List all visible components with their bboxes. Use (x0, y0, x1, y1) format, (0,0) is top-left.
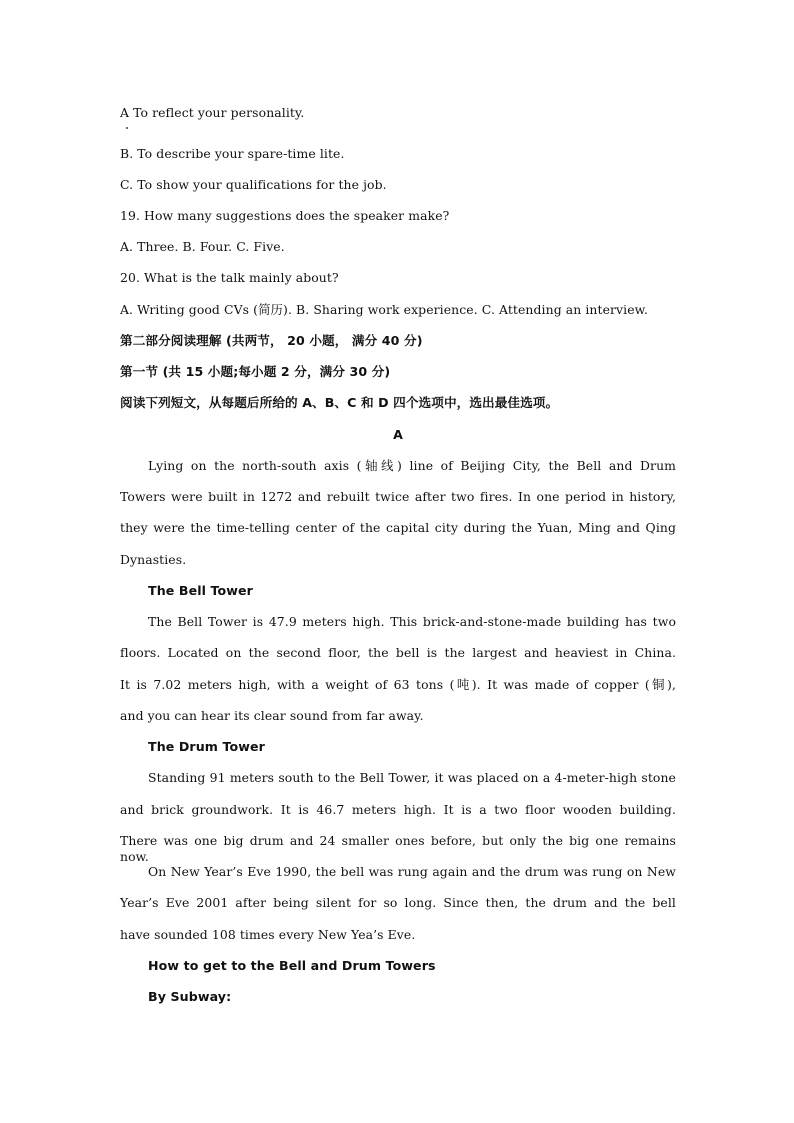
newyear-line-2: Year’s Eve 2001 after being silent for so long. Since then, the drum and the bell (120, 895, 676, 910)
intro-line-4: Dynasties. (120, 552, 187, 567)
drum-tower-heading: The Drum Tower (148, 739, 265, 754)
q18-option-c: C. To show your qualifications for the job. (120, 177, 387, 192)
bell-line-4: and you can hear its clear sound from far away. (120, 708, 424, 723)
section2-subheading: 第一节 (共 15 小题;每小题 2 分，满分 30 分) (120, 364, 391, 379)
section2-instruction: 阅读下列短文，从每题后所给的 A、B、C 和 D 四个选项中，选出最佳选项。 (120, 395, 559, 410)
q19-question: 19. How many suggestions does the speaker make? (120, 208, 450, 223)
section2-heading: 第二部分阅读理解 (共两节， 20 小题， 满分 40 分) (120, 333, 423, 348)
intro-line-3: they were the time-telling center of the capital city during the Yuan, Ming and Qing (120, 520, 676, 535)
bell-line-3: It is 7.02 meters high, with a weight of 63 tons (吨). It was made of copper (铜), (120, 677, 676, 692)
passage-label: A (393, 427, 403, 442)
q19-options: A. Three. B. Four. C. Five. (120, 239, 285, 254)
drum-line-1: Standing 91 meters south to the Bell Tower, it was placed on a 4-meter-high stone (148, 770, 676, 785)
bell-line-2: floors. Located on the second floor, the bell is the largest and heaviest in China. (120, 645, 676, 660)
by-subway-heading: By Subway: (148, 989, 232, 1004)
intro-line-1: Lying on the north-south axis (轴线) line of Beijing City, the Bell and Drum (148, 458, 676, 473)
q18-option-b: B. To describe your spare-time lite. (120, 146, 345, 161)
newyear-line-1: On New Year’s Eve 1990, the bell was rung again and the drum was rung on New (148, 864, 676, 879)
q18-option-a: A To reflect your personality. (120, 105, 305, 120)
bell-tower-heading: The Bell Tower (148, 583, 253, 598)
q20-question: 20. What is the talk mainly about? (120, 270, 339, 285)
drum-line-3: There was one big drum and 24 smaller ones before, but only the big one remains now. (120, 833, 676, 864)
newyear-line-3: have sounded 108 times every New Yea’s Eve. (120, 927, 416, 942)
drum-line-2: and brick groundwork. It is 46.7 meters high. It is a two floor wooden building. (120, 802, 676, 817)
bell-line-1: The Bell Tower is 47.9 meters high. This brick-and-stone-made building has two (148, 614, 676, 629)
stray-dot (126, 127, 128, 129)
how-to-get-heading: How to get to the Bell and Drum Towers (148, 958, 436, 973)
q20-options: A. Writing good CVs (简历). B. Sharing work experience. C. Attending an interview. (120, 302, 648, 317)
intro-line-2: Towers were built in 1272 and rebuilt twice after two fires. In one period in history, (120, 489, 676, 504)
